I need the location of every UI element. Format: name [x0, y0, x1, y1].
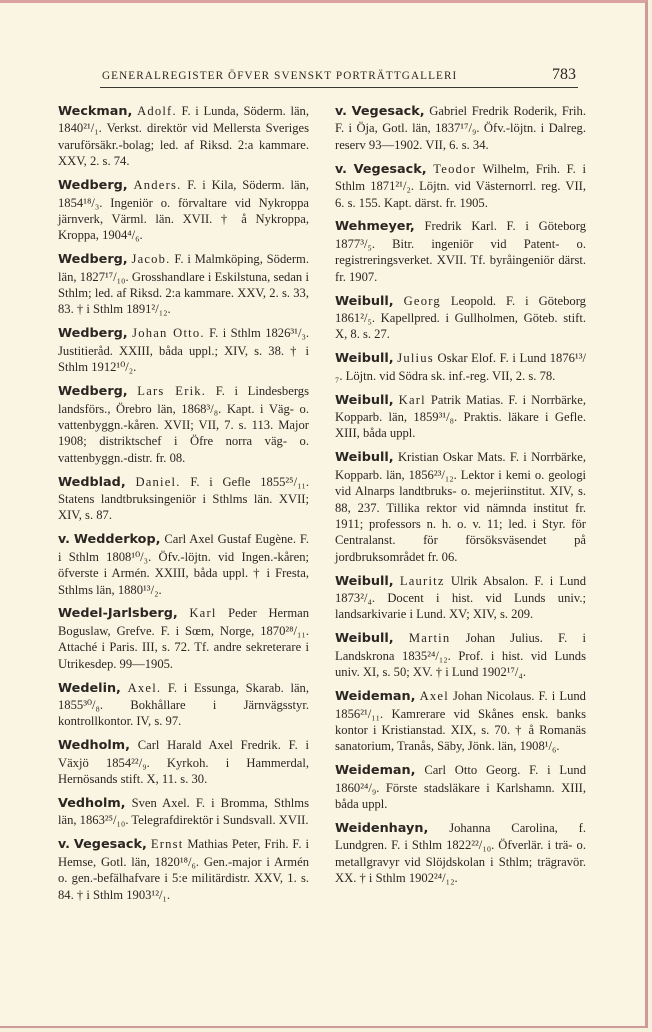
entry-text: Fredrik Karl. F. i Göteborg 1877³/₅. Bitr. ingeniör vid Patent- o. registreringsverket. XVII. Tf. byråingeniör därst. fr. 1907. [335, 219, 586, 284]
register-entry [58, 680, 309, 730]
entry-text: F. i Lunda, Söderm. län, 1840²¹/₁. Verkst. direktör vid Mellersta Sveriges varuförsäkr.-bolag; led. af Riksd. 2:a kammare. XXV, 2. s. 74. [58, 104, 309, 169]
register-entry [58, 251, 309, 318]
page-number: 783 [552, 66, 576, 83]
header-title: GENERALREGISTER ÖFVER SVENSKT PORTRÄTTGALLERI [102, 70, 458, 82]
register-entry [335, 161, 586, 211]
entry-surname: Weibull, [335, 293, 394, 309]
entry-surname: Weibull, [335, 450, 394, 466]
entry-text: F. i Malmköping, Söderm. län, 1827¹⁷/₁₀. Grosshandlare i Eskilstuna, sedan i Sthlm; led. af Riksd. 2:a kammare. XXV, 2. s. 33, 83. † i Sthlm 1891²/₁₂. [58, 252, 309, 317]
register-entry [335, 392, 586, 442]
entry-surname: Wedholm, [58, 738, 130, 754]
entry-surname: Weibull, [335, 631, 394, 647]
entry-surname: Weidenhayn, [335, 820, 429, 836]
entry-surname: Weibull, [335, 351, 394, 367]
entry-given-name: Axel [419, 689, 449, 704]
entry-surname: Wedberg, [58, 326, 128, 342]
entry-text: F. i Gefle 1855²⁵/₁₁. Statens landtbruksingeniör i Sthlms län. XVII; XIV, s. 87. [58, 474, 310, 523]
entry-text: F. i Essunga, Skarab. län, 1855³⁰/₈. Bokhållare i Järnvägsstyr. kontrollkontor. IV, s. 97. [58, 680, 309, 729]
register-entry [335, 688, 586, 755]
entry-surname: Weibull, [335, 392, 394, 408]
register-entry [58, 177, 309, 244]
entry-surname: Wedberg, [58, 178, 128, 194]
entry-text: Carl Harald Axel Fredrik. F. i Växjö 1854²²/₉. Kyrkoh. i Hammerdal, Hernösands stift. X, 11. s. 30. [58, 738, 309, 787]
entry-text: Sven Axel. F. i Bromma, Sthlms län, 1863²⁵/₁₀. Telegrafdirektör i Sundsvall. XVII. [58, 796, 309, 828]
register-entry [335, 350, 586, 384]
entry-surname: Vegesack, [73, 837, 147, 853]
entry-surname: Weibull, [335, 573, 394, 589]
entry-surname: Weideman, [335, 763, 416, 779]
right-column [335, 103, 586, 894]
entry-text: Mathias Peter, Frih. F. i Hemse, Gotl. län, 1820¹⁸/₆. Gen.-major i Armén o. gen.-befälhafvare i 5:e militärdistr. XXV, 1. s. 84. † i Sthlm 1903¹²/₁. [58, 837, 310, 902]
entry-prefix: v. [58, 531, 70, 547]
entry-text: Leopold. F. i Göteborg 1861²/₅. Kapellpred. i Gullholmen, Göteb. stift. X, 8. s. 27. [335, 293, 586, 342]
entry-given-name: Teodor [433, 161, 476, 176]
entry-text: Kristian Oskar Mats. F. i Norrbärke, Kopparb. län, 1856²³/₁₂. Lektor i kemi o. geologi vid Alnarps landtbruks- o. mejeriinstitut. XIV, s. 88, 237. Tillika rektor vid nämnda institut fr. 1911; professors n. h. o. v. 11; led. i Styr. för Centralanst. för försöksväsendet på jordbruksområdet fr. 06. [335, 450, 586, 564]
entry-given-name: Karl [189, 606, 217, 621]
register-entry [335, 573, 586, 623]
entry-given-name: Daniel. [135, 474, 181, 489]
entry-text: Johan Julius. F. i Landskrona 1835²⁴/₁₂. Prof. i hist. vid Lunds univ. XI, s. 50; XV. † i Lund 1902¹⁷/₄. [335, 631, 586, 680]
entry-text: Gabriel Fredrik Roderik, Frih. F. i Öja, Gotl. län, 1837¹⁷/₉. Öfv.-löjtn. i Dalreg. reserv 93—1902. VII, 6. s. 34. [335, 104, 587, 152]
entry-given-name: Georg [403, 293, 441, 308]
entry-surname: Vegesack, [351, 104, 425, 119]
entry-given-name: Julius [397, 351, 434, 366]
register-entry [335, 293, 586, 343]
entry-surname: Wedblad, [58, 474, 126, 490]
entry-given-name: Lars Erik. [137, 384, 207, 399]
register-entry [58, 737, 309, 787]
entry-surname: Vegesack, [353, 161, 427, 177]
entry-text: Johanna Carolina, f. Lundgren. F. i Sthlm 1822²²/₁₀. Öfverlär. i trä- o. metallgravyr vid Slöjdskolan i Sthlm; trägravör. XX. † i Sthlm 1902²⁴/₁₂. [335, 820, 586, 886]
entry-given-name: Karl [398, 392, 426, 407]
entry-text: F. i Sthlm 1826³¹/₃. Justitieråd. XXIII, båda uppl.; XIV, s. 38. † i Sthlm 1912¹⁰/₂. [58, 326, 309, 375]
entry-surname: Wedel-Jarlsberg, [58, 606, 178, 622]
entry-surname: Weckman, [58, 104, 133, 119]
register-entry [58, 103, 309, 170]
entry-given-name: Johan Otto. [132, 326, 205, 341]
register-entry [58, 605, 309, 672]
entry-given-name: Lauritz [399, 573, 445, 588]
running-header [100, 65, 578, 88]
entry-prefix: v. [58, 836, 70, 852]
entry-surname: Wehmeyer, [335, 219, 415, 235]
entry-prefix: v. [335, 103, 347, 118]
register-entry [58, 474, 309, 524]
entry-text: F. i Lindesbergs landsförs., Örebro län, 1868³/₈. Kapt. i Väg- o. vattenbyggn.-kåren. XVII; VII, 7. s. 113. Major 1908; distriktschef i Öfre norra väg- o. vattenbyggn.-distr. fr. 08. [58, 384, 309, 465]
entry-surname: Wedderkop, [73, 532, 161, 548]
entry-text: F. i Kila, Söderm. län, 1854¹⁸/₃. Ingeniör o. förvaltare vid Nykroppa järnverk, Värml. län. XVII. † å Nykroppa, Kroppa, 1904⁴/₆. [58, 178, 309, 243]
register-entry [58, 795, 309, 829]
register-entry [58, 531, 309, 598]
entry-text: Ulrik Absalon. F. i Lund 1873²/₄. Docent i hist. vid Lunds univ.; landsarkivarie i Lund. XV; XIV, s. 209. [335, 573, 586, 622]
register-entry [58, 836, 309, 903]
entry-surname: Wedelin, [58, 680, 121, 696]
register-entry [335, 449, 586, 565]
entry-given-name: Axel. [127, 680, 162, 695]
entry-surname: Vedholm, [58, 796, 126, 812]
entry-text: Wilhelm, Frih. F. i Sthlm 1871²¹/₂. Löjtn. vid Västernorrl. reg. VII, 6. s. 155. Kapt. därst. fr. 1905. [335, 161, 586, 210]
entry-given-name: Martin [408, 631, 451, 646]
entry-given-name: Adolf. [137, 104, 177, 118]
register-entry [335, 218, 586, 285]
register-entry [335, 820, 586, 887]
entry-text: Peder Herman Boguslaw, Grefve. F. i Sœm, Norge, 1870²⁸/₁₁. Attaché i Paris. III, s. 72. Tf. andre sekreterare i Utrikesdep. 99—1905. [58, 606, 310, 671]
entry-given-name: Ernst [150, 837, 184, 852]
entry-prefix: v. [335, 160, 347, 176]
entry-text: Carl Otto Georg. F. i Lund 1860²⁴/₉. Förste stadsläkare i Karlshamn. XIII, båda uppl. [335, 763, 586, 812]
register-entry [58, 383, 309, 466]
register-entry [58, 325, 309, 375]
register-entry [335, 103, 586, 153]
entry-surname: Wedberg, [58, 252, 128, 268]
entry-text: Patrik Matias. F. i Norrbärke, Kopparb. län, 1859³¹/₈. Praktis. läkare i Gefle. XIII, båda uppl. [335, 392, 587, 441]
entry-surname: Wedberg, [58, 384, 128, 400]
entry-text: Johan Nicolaus. F. i Lund 1856²¹/₁₁. Kamrerare vid Skånes ensk. banks kontor i Kristianstad. XIX, s. 70. † å Romanäs sanatorium, Tranås, Säby, Jönk. län, 1908¹/₆. [335, 689, 586, 754]
entry-text: Carl Axel Gustaf Eugène. F. i Sthlm 1808¹⁰/₃. Öfv.-löjtn. vid Ingen.-kåren; öfverste i Armén. XXIII, båda uppl. † i Fresta, Sthlms län, 1880¹³/₂. [58, 532, 309, 597]
register-entry [335, 762, 586, 812]
left-column [58, 103, 309, 910]
entry-given-name: Jacob. [131, 252, 171, 267]
entry-text: Oskar Elof. F. i Lund 1876¹³/₇. Löjtn. vid Södra sk. inf.-reg. VII, 2. s. 78. [335, 351, 586, 383]
entry-given-name: Anders. [133, 178, 182, 193]
register-entry [335, 630, 586, 680]
entry-surname: Weideman, [335, 689, 416, 705]
